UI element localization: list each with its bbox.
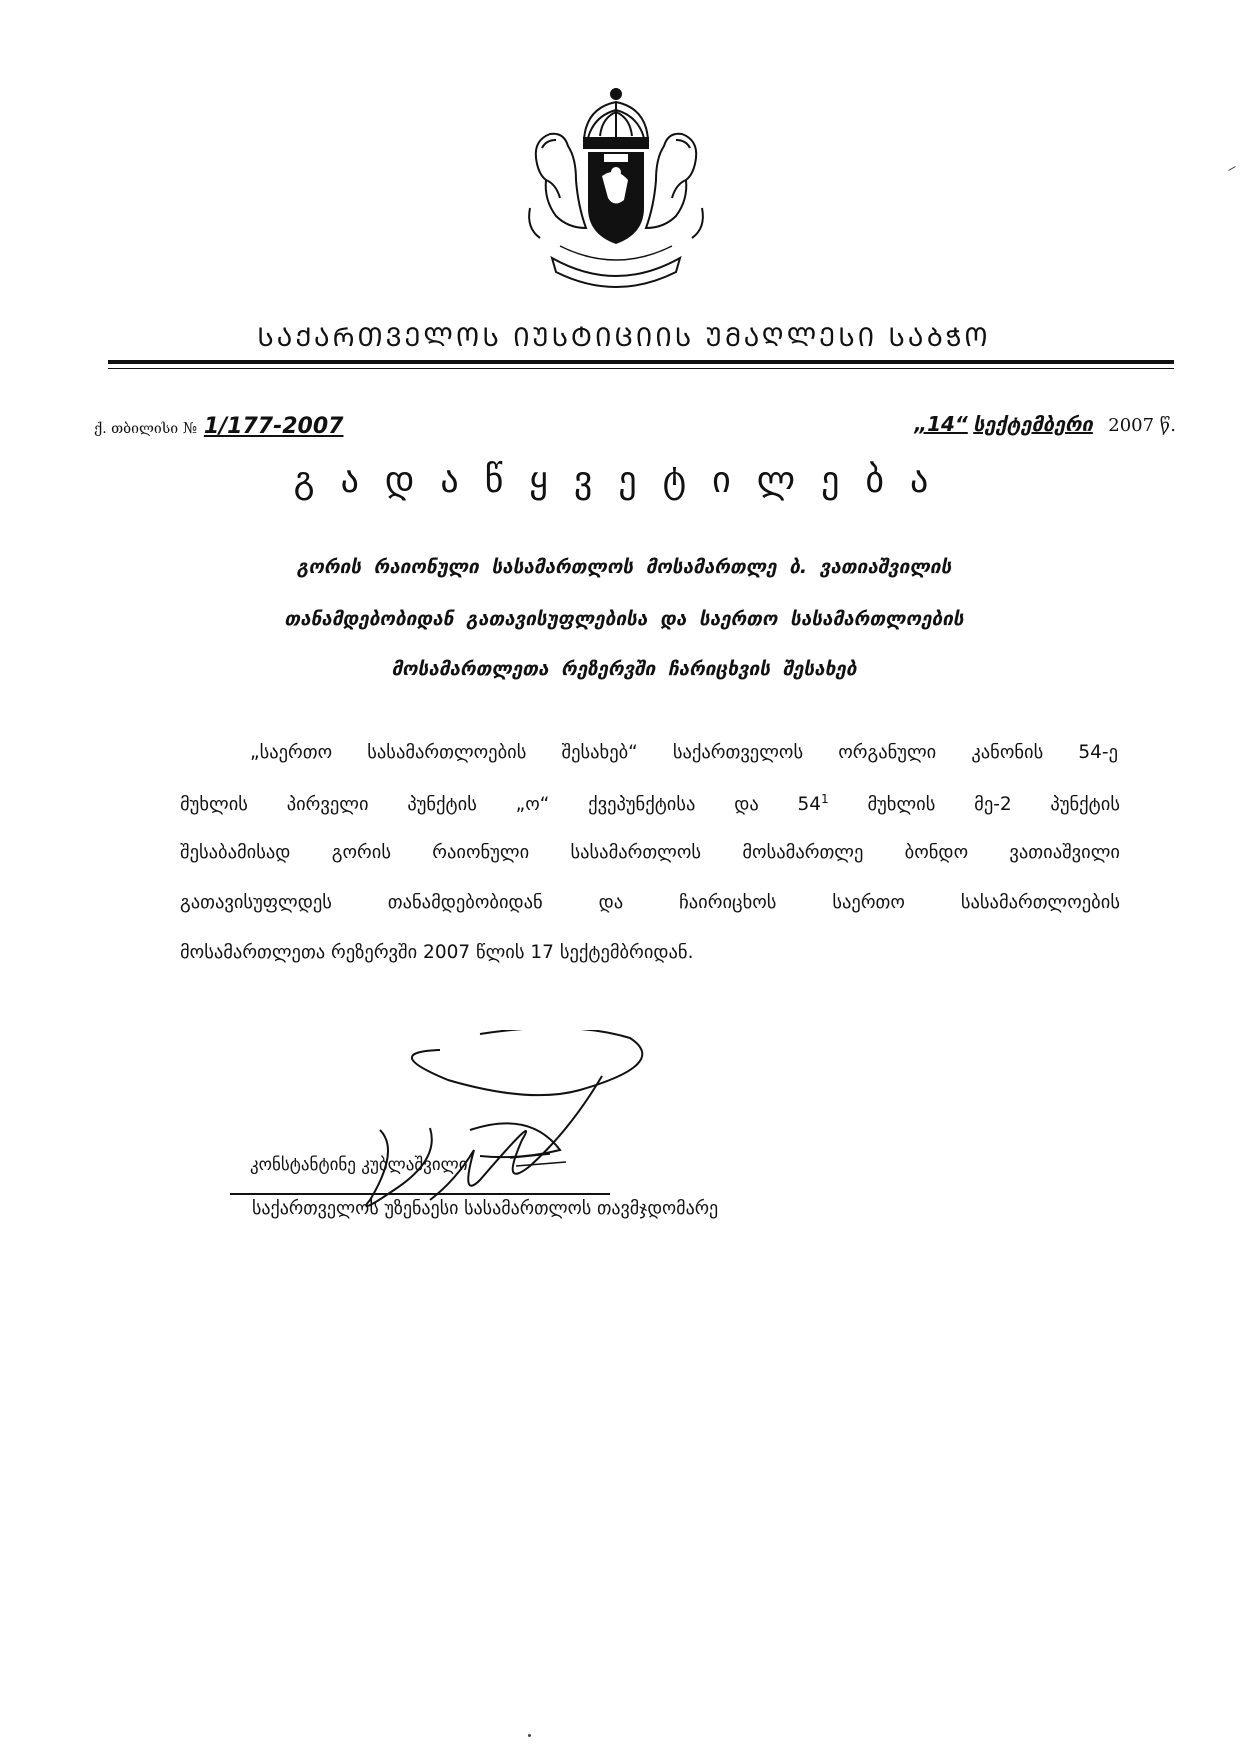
article-superscript: 1 xyxy=(821,792,829,806)
heading-line-1: გორის რაიონული სასამართლოს მოსამართლე ბ. ვათიაშვილის xyxy=(296,556,952,578)
date-year: 2007 წ. xyxy=(1108,415,1176,436)
reference-city: ქ. თბილისი xyxy=(94,421,179,437)
body-line-2 xyxy=(180,792,1120,815)
body-line-2-a: მუხლის პირველი პუნქტის „ო“ ქვეპუნქტისა და 54 xyxy=(180,794,822,816)
header-rule-thin xyxy=(108,368,1174,369)
council-title: ᲡᲐᲥᲐᲠᲗᲕᲔᲚᲝᲡ ᲘᲣᲡᲢᲘᲪᲘᲘᲡ ᲣᲛᲐᲦᲚᲔᲡᲘ ᲡᲐᲑᲭᲝ xyxy=(257,323,991,353)
number-sign: № xyxy=(182,419,198,437)
document-type-title: გადაწყვეტილება xyxy=(293,460,955,501)
scan-mark xyxy=(1228,166,1235,171)
decision-number: 1/177-2007 xyxy=(203,414,344,439)
lion-left-icon xyxy=(529,134,586,238)
lion-right-icon xyxy=(646,134,703,238)
crown-icon xyxy=(584,88,648,148)
coat-of-arms-emblem xyxy=(516,88,716,298)
heading-line-3: მოსამართლეთა რეზერვში ჩარიცხვის შესახებ xyxy=(391,658,857,680)
heading-line-2: თანამდებობიდან გათავისუფლებისა და საერთო სასამართლოების xyxy=(284,608,964,630)
signatory-name: კონსტანტინე კუბლაშვილი xyxy=(250,1155,468,1175)
body-line-2-b: მუხლის მე-2 პუნქტის xyxy=(828,794,1120,816)
date-month: სექტემბერი xyxy=(973,412,1093,436)
header-rule-thick xyxy=(108,360,1174,364)
date-day: „14“ xyxy=(914,412,968,436)
signatory-position: საქართველოს უზენაესი სასამართლოს თავმჯდომარე xyxy=(252,1198,719,1219)
signature-underline xyxy=(230,1193,610,1195)
body-line-5: მოსამართლეთა რეზერვში 2007 წლის 17 სექტემბრიდან. xyxy=(180,942,694,963)
scan-dot xyxy=(528,1734,531,1737)
body-line-3: შესაბამისად გორის რაიონული სასამართლოს მოსამართლე ბონდო ვათიაშვილი xyxy=(180,842,1120,863)
body-line-4: გათავისუფლდეს თანამდებობიდან და ჩაირიცხოს საერთო სასამართლოების xyxy=(180,892,1120,913)
body-line-1: „საერთო სასამართლოების შესახებ“ საქართველოს ორგანული კანონის 54-ე xyxy=(250,742,1118,763)
reference-number xyxy=(94,414,343,439)
reference-date xyxy=(914,412,1176,436)
shield-icon xyxy=(588,152,644,244)
motto-ribbon xyxy=(552,246,680,287)
